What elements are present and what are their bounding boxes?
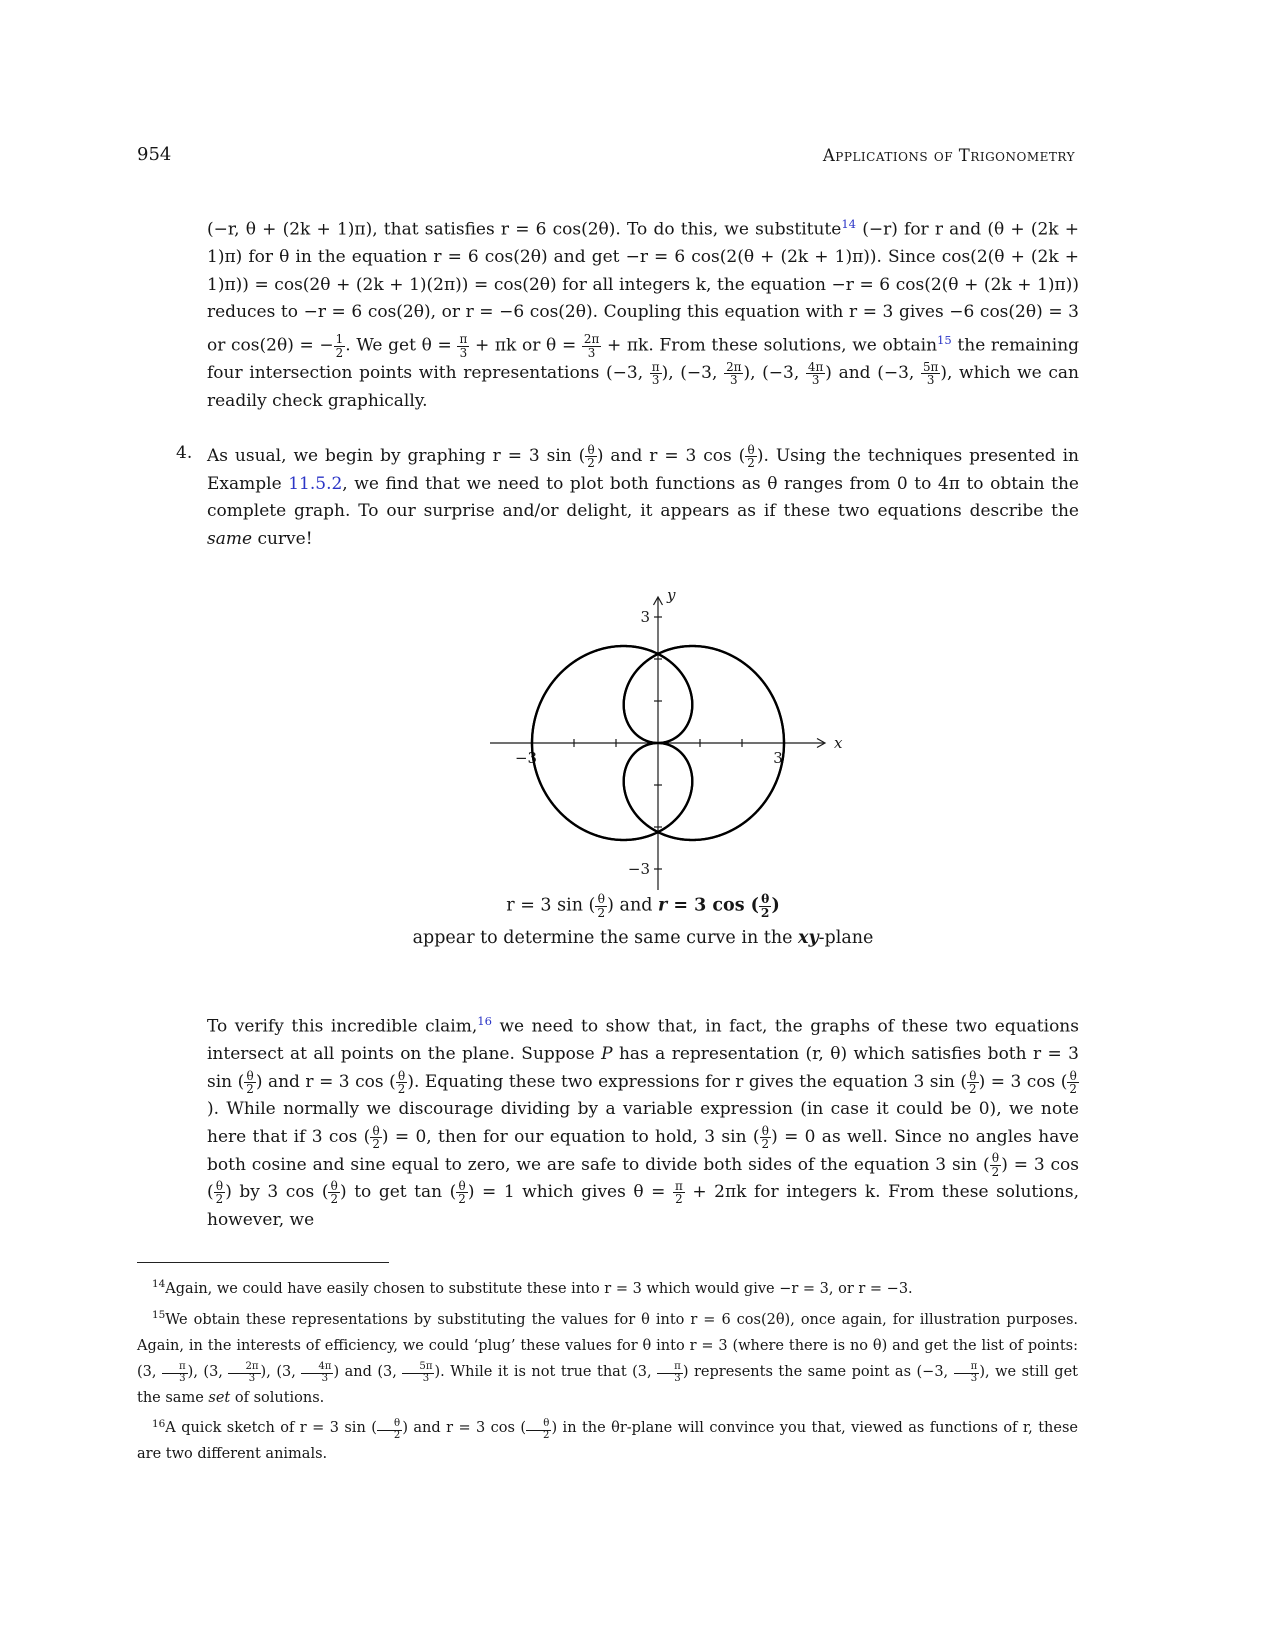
footnote-ref-14[interactable]: 14: [841, 217, 857, 231]
fraction: $\frac{\theta}{2}$: [377, 1419, 402, 1441]
footnote-marker: 16: [152, 1417, 166, 1430]
page-number: 954: [137, 144, 172, 165]
fraction: $\frac{\theta}{2}$: [215, 1178, 224, 1207]
footnote-15: [137, 1302, 1078, 1411]
footnote-16: [137, 1411, 1078, 1468]
fraction: $\frac{4\pi}{3}$: [807, 359, 824, 388]
running-header: Applications of Trigonometry: [822, 146, 1075, 165]
fraction: $\frac{\theta}{2}$: [458, 1178, 466, 1207]
fraction: $\frac{\theta}{2}$: [760, 891, 770, 920]
fraction: $\frac{5\pi}{3}$: [922, 359, 939, 388]
footnote-marker: 14: [152, 1278, 166, 1290]
footnote-text: We obtain these representations by substituting the values for θ into r = 6 cos(2θ), once again, for illustration purposes. Again, in the interests of efficiency, we could ‘plug’ these values for θ into r = 3 (where there is no θ) and get the list of points: (3, $\frac{\pi}{3}$ ), (3, $\frac{2\pi}{3}$ ), (3, $\frac{4\pi}{3}$ ) and (3, $\frac{5\pi}{3}$ ). While it is not true that (3, $\frac{\pi}{3}$ ) represents the same point as (−3, $\frac{\pi}{3}$ ), we still get the same set of solutions.: [137, 1311, 1078, 1406]
paragraph-item-4: As usual, we begin by graphing r = 3 sin ( $\frac{\theta}{2}$ ) and r = 3 cos ( $\frac{\theta}{2}$ ). Using the techniques presented in Example 11.5.2, we find that we need to plot both functions as θ ranges from 0 to 4π to obtain the complete graph. To our surprise and/or delight, it appears as if these two equations describe the same curve!: [207, 442, 1079, 549]
x-tick-label: −3: [514, 749, 538, 767]
bold-italic-text: xy: [798, 927, 819, 948]
polar-plot-svg: [478, 585, 878, 915]
fraction: $\frac{\theta}{2}$: [991, 1151, 1000, 1179]
x-axis-label: x: [834, 734, 843, 752]
fraction: $\frac{\theta}{2}$: [597, 892, 606, 920]
fraction: $\frac{\theta}{2}$: [397, 1068, 406, 1097]
fraction: $\frac{4\pi}{3}$: [301, 1362, 333, 1384]
italic-text: P: [601, 1044, 613, 1065]
fraction: $\frac{\pi}{3}$: [459, 332, 468, 360]
y-tick-label: 3: [640, 608, 650, 626]
bold-text: = 3 cos (: [667, 895, 759, 916]
footnote-marker: 15: [152, 1308, 166, 1321]
footnote-text: Again, we could have easily chosen to substitute these into r = 3 which would give −r = 3, or r = −3.: [165, 1280, 913, 1297]
fraction: $\frac{\theta}{2}$: [587, 442, 595, 471]
fraction: $\frac{\theta}{2}$: [761, 1123, 770, 1152]
fraction: $\frac{\theta}{2}$: [330, 1178, 339, 1207]
footnote-rule: [137, 1262, 389, 1263]
list-item-number: 4.: [176, 443, 193, 463]
fraction: $\frac{\pi}{3}$: [162, 1362, 188, 1384]
fraction: $\frac{\theta}{2}$: [747, 442, 755, 471]
fraction: $\frac{2\pi}{3}$: [726, 359, 742, 388]
italic-text: set: [208, 1389, 231, 1406]
bold-italic-text: r: [658, 895, 668, 916]
polar-graph-figure: [478, 585, 878, 915]
fraction: $\frac{2\pi}{3}$: [583, 332, 600, 360]
example-ref-link[interactable]: 11.5.2: [288, 473, 343, 494]
figure-caption-equations: r = 3 sin ( $\frac{\theta}{2}$ ) and r = 3 cos ( $\frac{\theta}{2}$ ): [506, 891, 780, 920]
y-tick-label: −3: [627, 860, 650, 878]
figure-caption-description: appear to determine the same curve in the xy-plane: [412, 927, 874, 948]
fraction: $\frac{\theta}{2}$: [969, 1068, 977, 1097]
y-axis-label: y: [667, 586, 676, 604]
fraction: $\frac{\pi}{2}$: [674, 1178, 683, 1207]
fraction: $\frac{1}{2}$: [335, 332, 344, 360]
bold-text: ): [771, 895, 780, 916]
paragraph-intersection-points: (−r, θ + (2k + 1)π), that satisfies r = 6 cos(2θ). To do this, we substitute$^{14}$ (−r) for r and (θ + (2k + 1)π) for θ in the equation r = 6 cos(2θ) and get −r = 6 cos(2(θ + (2k + 1)π)). Since cos(2(θ + (2k + 1)π)) = cos(2θ + (2k + 1)(2π)) = cos(2θ) for all integers k, the equation −r = 6 cos(2(θ + (2k + 1)π)) reduces to −r = 6 cos(2θ), or r = −6 cos(2θ). Coupling this equation with r = 3 gives −6 cos(2θ) = 3 or cos(2θ) = − $\frac{1}{2}$ . We get θ = $\frac{\pi}{3}$ + πk or θ = $\frac{2\pi}{3}$ + πk. From these solutions, we obtain$^{15}$ the remaining four intersection points with representations (−3, $\frac{\pi}{3}$ ), (−3, $\frac{2\pi}{3}$ ), (−3, $\frac{4\pi}{3}$ ) and (−3, $\frac{5\pi}{3}$ ), which we can readily check graphically.: [207, 217, 1080, 411]
footnote-14: [137, 1271, 1078, 1302]
fraction: $\frac{\theta}{2}$: [1069, 1068, 1077, 1097]
footnote-text: A quick sketch of r = 3 sin ( $\frac{\theta}{2}$ ) and r = 3 cos ( $\frac{\theta}{2}$ ) in the θr-plane will convince you that, viewed as functions of r, these are two different animals.: [137, 1418, 1078, 1463]
fraction: $\frac{\theta}{2}$: [372, 1123, 380, 1152]
paragraph-verify-claim: To verify this incredible claim,$^{16}$ we need to show that, in fact, the graphs of these two equations intersect at all points on the plane. Suppose P has a representation (r, θ) which satisfies both r = 3 sin ( $\frac{\theta}{2}$ ) and r = 3 cos ( $\frac{\theta}{2}$ ). Equating these two expressions for r gives the equation 3 sin ( $\frac{\theta}{2}$ ) = 3 cos ( $\frac{\theta}{2}$ ). While normally we discourage dividing by a variable expression (in case it could be 0), we note here that if 3 cos ( $\frac{\theta}{2}$ ) = 0, then for our equation to hold, 3 sin ( $\frac{\theta}{2}$ ) = 0 as well. Since no angles have both cosine and sine equal to zero, we are safe to divide both sides of the equation 3 sin ( $\frac{\theta}{2}$ ) = 3 cos ( $\frac{\theta}{2}$ ) by 3 cos ( $\frac{\theta}{2}$ ) to get tan ( $\frac{\theta}{2}$ ) = 1 which gives θ = $\frac{\pi}{2}$ + 2πk for integers k. From these solutions, however, we: [207, 1014, 1079, 1230]
fraction: $\frac{2\pi}{3}$: [228, 1362, 260, 1384]
x-tick-label: 3: [773, 749, 783, 767]
fraction: $\frac{\theta}{2}$: [526, 1419, 551, 1441]
footnotes-block: [137, 1271, 1078, 1467]
italic-text: same: [207, 528, 253, 549]
fraction: $\frac{\pi}{3}$: [954, 1362, 980, 1384]
fraction: $\frac{5\pi}{3}$: [402, 1362, 434, 1384]
fraction: $\frac{\theta}{2}$: [246, 1068, 254, 1097]
fraction: $\frac{\pi}{3}$: [651, 359, 660, 388]
fraction: $\frac{\pi}{3}$: [657, 1362, 683, 1384]
footnote-ref-15[interactable]: 15: [937, 333, 952, 348]
figure-caption: [207, 893, 1079, 948]
footnote-ref-16[interactable]: 16: [477, 1014, 492, 1028]
